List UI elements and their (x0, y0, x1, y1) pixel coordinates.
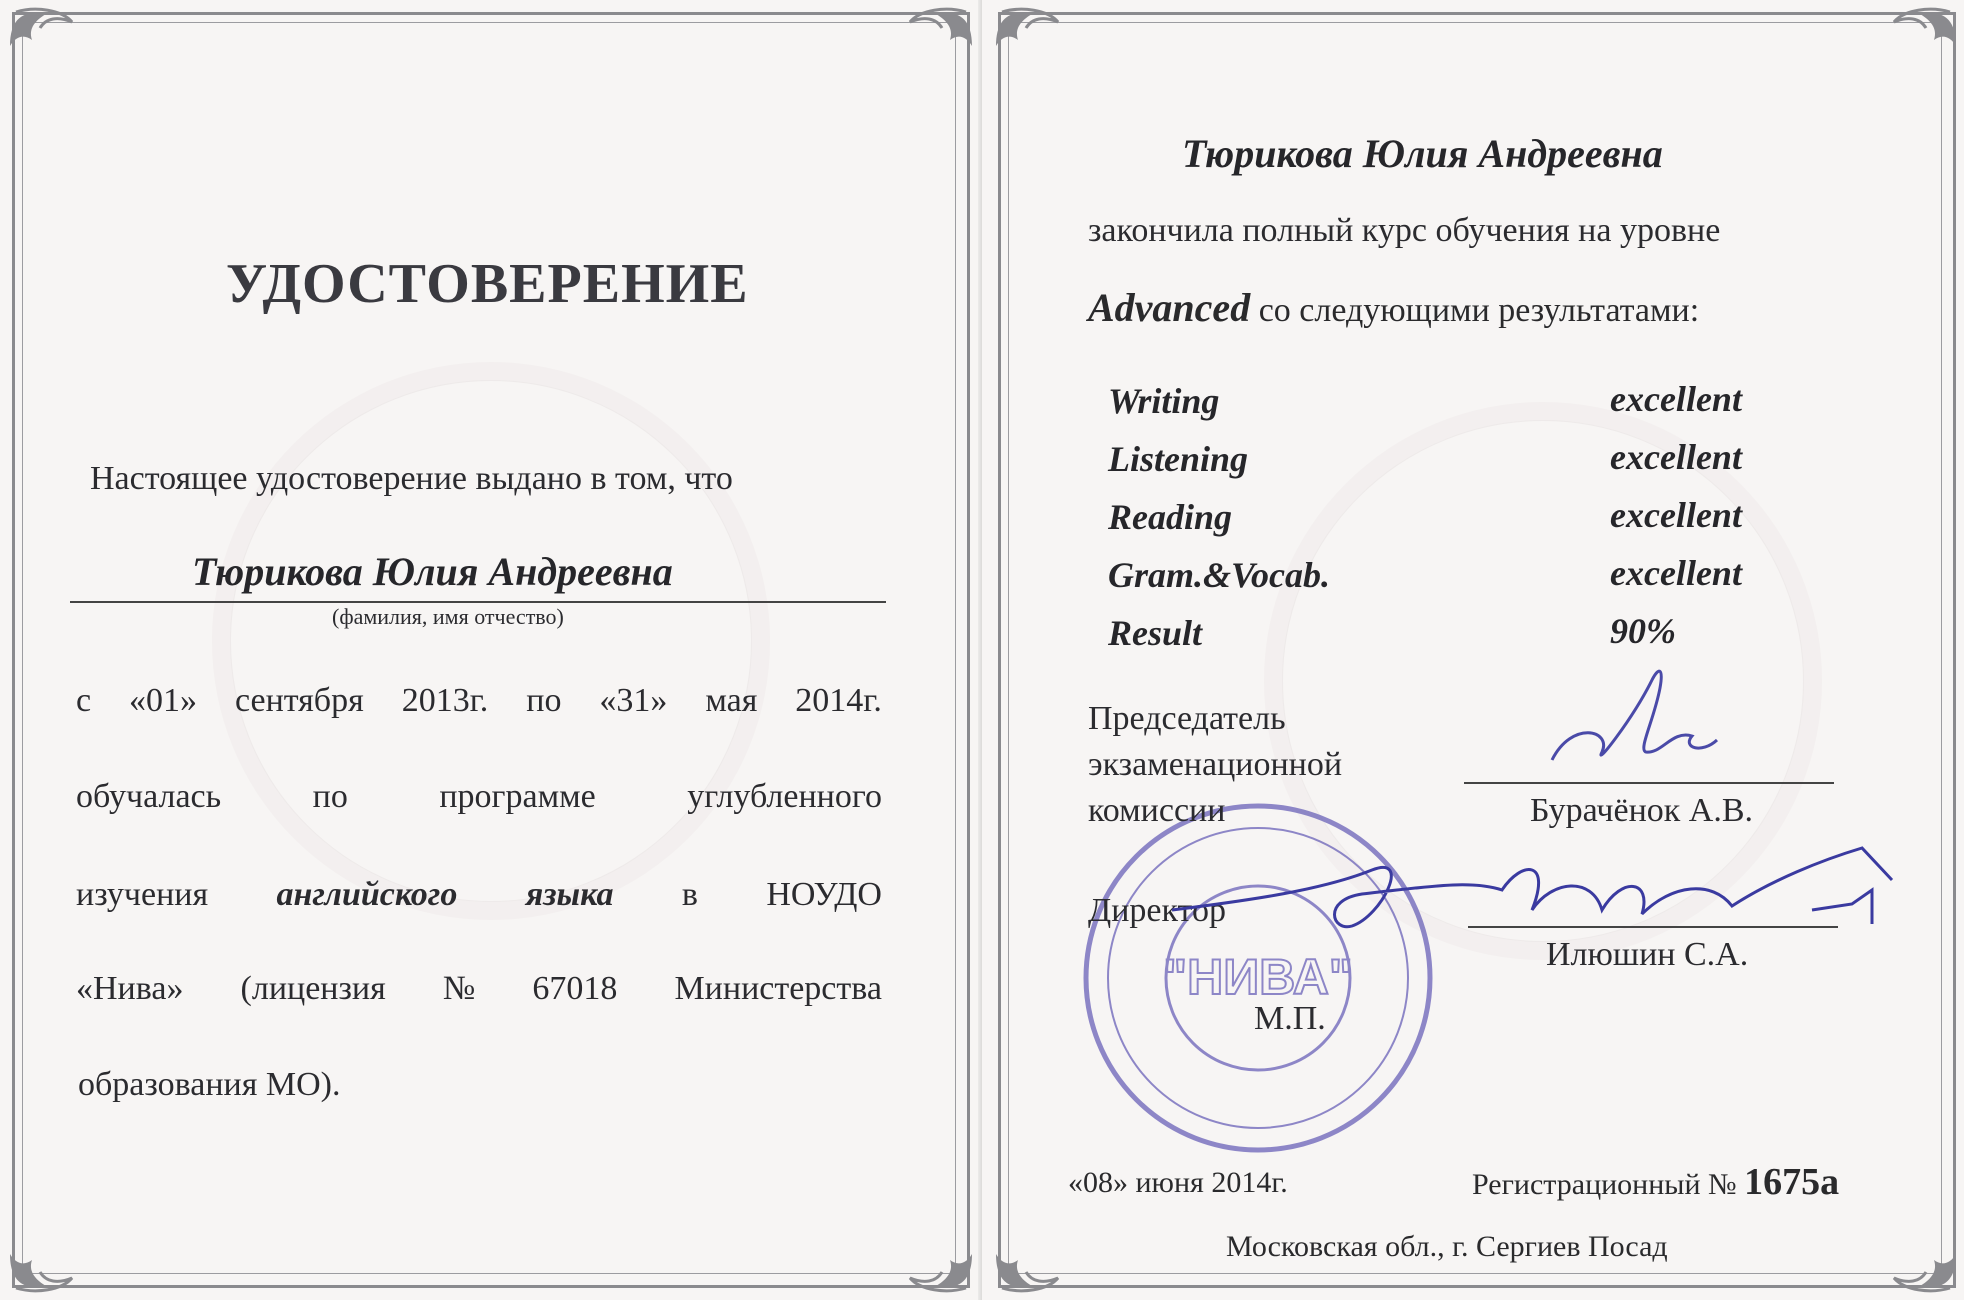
recipient-name: Тюрикова Юлия Андреевна (1182, 131, 1663, 176)
chair-title-line2: экзаменационной (1088, 746, 1343, 783)
document-title: УДОСТОВЕРЕНИЕ (226, 253, 749, 315)
results-intro: со следующими результатами: (1258, 292, 1700, 329)
chair-signature-line (1464, 782, 1834, 784)
word: НОУДО (766, 876, 882, 913)
word: в (681, 876, 698, 913)
issue-location: Московская обл., г. Сергиев Посад (1226, 1230, 1668, 1263)
corner-ornament-icon (1890, 1250, 1960, 1294)
word: 67018 (532, 970, 618, 1007)
word: по (526, 682, 562, 719)
corner-ornament-icon (906, 1250, 976, 1294)
corner-ornament-icon (906, 6, 976, 50)
word: (лицензия (240, 970, 386, 1007)
corner-ornament-icon (992, 1250, 1062, 1294)
level-line (1088, 284, 1699, 331)
chair-name: Бурачёнок А.В. (1530, 792, 1754, 829)
corner-ornament-icon (6, 1250, 76, 1294)
word: программе (439, 778, 596, 815)
registration-label: Регистрационный № (1472, 1168, 1737, 1201)
license-line (76, 970, 882, 1008)
word: сентября (234, 682, 364, 719)
name-caption: (фамилия, имя отчество) (332, 604, 564, 629)
language-word: английского (276, 876, 458, 913)
result-subject: Result (1108, 613, 1203, 653)
language-word: языка (525, 876, 614, 913)
word: «31» (599, 682, 668, 719)
study-dates-line (76, 682, 882, 720)
word: изучения (76, 876, 209, 913)
word: № (442, 970, 476, 1007)
word: обучалась (76, 778, 222, 815)
word: «Нива» (76, 970, 184, 1007)
registration-value: 1675а (1744, 1161, 1840, 1203)
director-signature (1172, 840, 1952, 960)
level-value: Advanced (1088, 285, 1251, 330)
word: 2014г. (795, 682, 882, 719)
program-line (76, 778, 882, 816)
corner-ornament-icon (6, 6, 76, 50)
word: 2013г. (401, 682, 489, 719)
course-completion-text: закончила полный курс обучения на уровне (1088, 212, 1721, 249)
director-name: Илюшин С.А. (1546, 936, 1749, 973)
stamp-center-text: "НИВА" (1163, 949, 1353, 1005)
result-grade: excellent (1610, 379, 1742, 419)
result-subject: Gram.&Vocab. (1108, 555, 1331, 595)
certificate-right-page (982, 0, 1964, 1300)
result-grade: excellent (1610, 553, 1742, 593)
chair-title-line1: Председатель (1088, 700, 1286, 737)
issue-date: «08» июня 2014г. (1068, 1166, 1288, 1199)
corner-ornament-icon (992, 6, 1062, 50)
stamp-place-label: М.П. (1254, 1000, 1326, 1037)
word: по (312, 778, 348, 815)
name-underline (70, 601, 886, 603)
result-subject: Listening (1108, 439, 1249, 479)
director-title: Директор (1088, 892, 1226, 929)
word: мая (705, 682, 758, 719)
language-line (76, 876, 882, 914)
chair-signature (1542, 660, 1722, 780)
word: углубленного (687, 778, 882, 815)
result-grade: 90% (1610, 611, 1676, 651)
result-grade: excellent (1610, 437, 1742, 477)
word: «01» (129, 682, 198, 719)
chair-title-line3: комиссии (1088, 792, 1226, 829)
ministry-line: образования МО). (78, 1066, 341, 1103)
recipient-name: Тюрикова Юлия Андреевна (192, 549, 673, 594)
result-grade: excellent (1610, 495, 1742, 535)
word: Министерства (674, 970, 882, 1007)
registration-number (1472, 1160, 1839, 1204)
corner-ornament-icon (1890, 6, 1960, 50)
intro-text: Настоящее удостоверение выдано в том, что (90, 460, 733, 497)
word: с (76, 682, 92, 719)
result-subject: Reading (1108, 497, 1233, 537)
result-subject: Writing (1108, 381, 1220, 421)
